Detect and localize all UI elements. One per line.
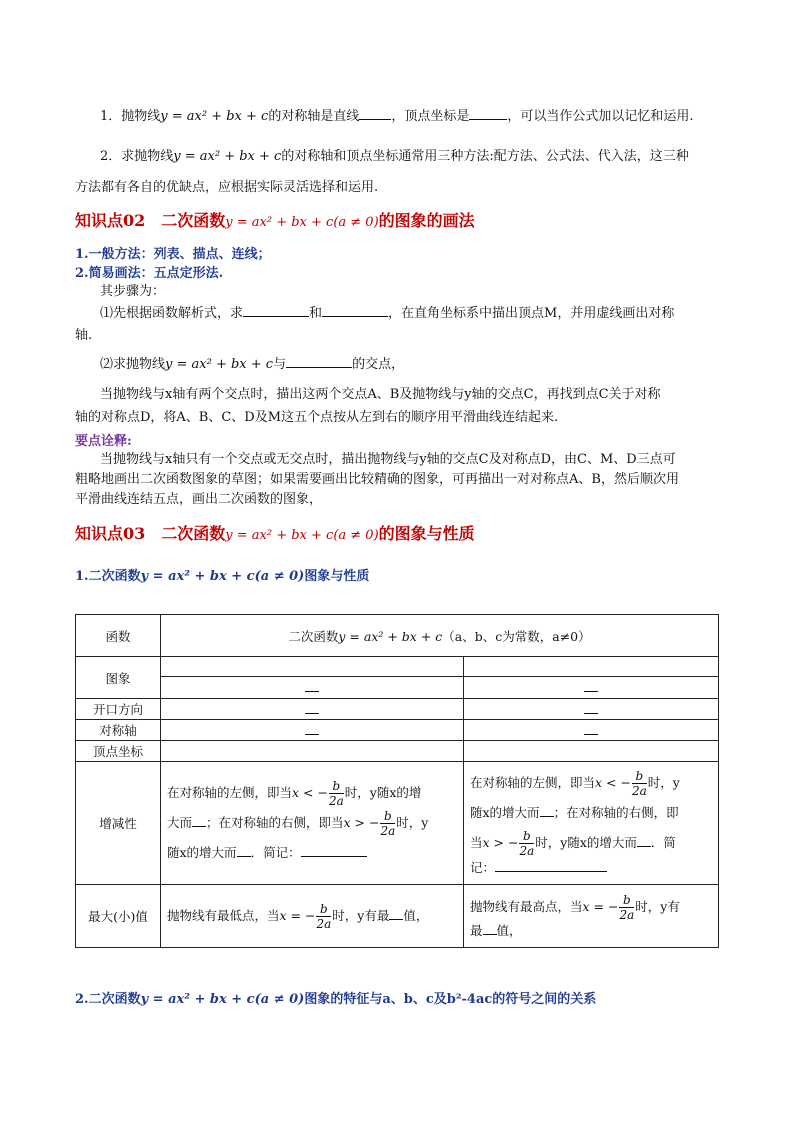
answer-blank[interactable] xyxy=(192,816,206,827)
header-description: 二次函数y = ax² + bx + c（a、b、c为常数，a≠0） xyxy=(161,615,719,657)
note-line-3: 平滑曲线连结五点，画出二次函数的图象， xyxy=(75,492,323,507)
steps-title: 其步骤为： xyxy=(100,284,166,299)
graph-cell-left[interactable] xyxy=(161,657,464,677)
note-line-1: 当抛物线与x轴只有一个交点或无交点时，描出抛物线与y轴的交点C及对称点D，由C、M、D三点可 xyxy=(100,452,676,467)
step-1-line-1: ⑴先根据函数解析式，求 和 ，在直角坐标系中描出顶点M，并用虚线画出对称 xyxy=(100,306,675,321)
graph-blank-left[interactable] xyxy=(161,677,464,699)
properties-table xyxy=(75,614,719,948)
answer-blank[interactable] xyxy=(286,355,352,368)
knowledge-point-02-heading: 知识点02 二次函数y = ax² + bx + c(a ≠ 0)的图象的画法 xyxy=(75,211,475,230)
extreme-right: 抛物线有最高点，当x = − $\frac{b}{2a}$ 时，y有 最 值， xyxy=(464,885,719,948)
opening-blank-right[interactable] xyxy=(464,699,719,720)
paragraph-2-line-2: 方法都有各自的优缺点，应根据实际灵活选择和运用. xyxy=(75,180,379,195)
row-label-monotonicity: 增减性 xyxy=(76,762,161,885)
answer-blank[interactable] xyxy=(483,924,497,935)
answer-blank[interactable] xyxy=(540,806,554,817)
answer-blank[interactable] xyxy=(359,107,391,120)
step-1-line-2: 轴. xyxy=(75,328,93,343)
section-2-heading: 2.二次函数y = ax² + bx + c(a ≠ 0)图象的特征与a、b、c及b²-4ac的符号之间的关系 xyxy=(75,992,597,1007)
step-3-line-2: 轴的对称点D，将A、B、C、D及M这五个点按从左到右的顺序用平滑曲线连结起来. xyxy=(75,410,559,425)
formula: y = ax² + bx + c xyxy=(160,109,269,124)
method-1: 1.一般方法：列表、描点、连线； xyxy=(75,247,271,262)
row-label-opening: 开口方向 xyxy=(76,699,161,720)
vertex-cell-left[interactable] xyxy=(161,741,464,762)
answer-blank[interactable] xyxy=(322,304,388,317)
axis-blank-right[interactable] xyxy=(464,720,719,741)
answer-blank[interactable] xyxy=(637,836,651,847)
note-line-2: 粗略地画出二次函数图象的草图；如果需要画出比较精确的图象，可再描出一对对称点A、B，然后顺次用 xyxy=(75,472,679,487)
axis-blank-left[interactable] xyxy=(161,720,464,741)
answer-blank[interactable] xyxy=(389,909,403,920)
answer-blank[interactable] xyxy=(243,304,309,317)
method-2: 2.简易画法：五点定形法. xyxy=(75,266,224,281)
vertex-cell-right[interactable] xyxy=(464,741,719,762)
answer-blank[interactable] xyxy=(495,863,607,872)
answer-blank[interactable] xyxy=(469,107,507,120)
answer-blank[interactable] xyxy=(301,848,367,857)
row-label-graph: 图象 xyxy=(76,657,161,699)
paragraph-1: 1．抛物线y = ax² + bx + c的对称轴是直线 ，顶点坐标是 ，可以当作公式加以记忆和运用. xyxy=(100,109,694,124)
note-title: 要点诠释: xyxy=(75,434,132,449)
header-function: 函数 xyxy=(76,615,161,657)
step-2: ⑵求抛物线y = ax² + bx + c与 的交点， xyxy=(100,357,405,372)
knowledge-point-03-heading: 知识点03 二次函数y = ax² + bx + c(a ≠ 0)的图象与性质 xyxy=(75,524,475,543)
opening-blank-left[interactable] xyxy=(161,699,464,720)
extreme-left: 抛物线有最低点，当x = − $\frac{b}{2a}$ 时，y有最 值， xyxy=(161,885,464,948)
row-label-axis: 对称轴 xyxy=(76,720,161,741)
monotonicity-right: 在对称轴的左侧，即当x < − $\frac{b}{2a}$ 时，y 随x的增大而 ；在对称轴的右侧，即 当x > − $\frac{b}{2a}$ 时，y随x的增大而 ．简 记： xyxy=(464,762,719,885)
monotonicity-left: 在对称轴的左侧，即当x < − $\frac{b}{2a}$ 时，y随x的增 大而 ；在对称轴的右侧，即当x > − $\frac{b}{2a}$ 时，y 随x的增大而 ．简记： xyxy=(161,762,464,885)
step-3-line-1: 当抛物线与x轴有两个交点时，描出这两个交点A、B及抛物线与y轴的交点C，再找到点C关于对称 xyxy=(100,387,661,402)
answer-blank[interactable] xyxy=(237,846,251,857)
graph-cell-right[interactable] xyxy=(464,657,719,677)
graph-blank-right[interactable] xyxy=(464,677,719,699)
paragraph-2-line-1: 2．求抛物线y = ax² + bx + c的对称轴和顶点坐标通常用三种方法:配方法、公式法、代入法，这三种 xyxy=(100,149,689,164)
section-1-heading: 1.二次函数y = ax² + bx + c(a ≠ 0)图象与性质 xyxy=(75,569,370,584)
row-label-extreme: 最大(小)值 xyxy=(76,885,161,948)
row-label-vertex: 顶点坐标 xyxy=(76,741,161,762)
